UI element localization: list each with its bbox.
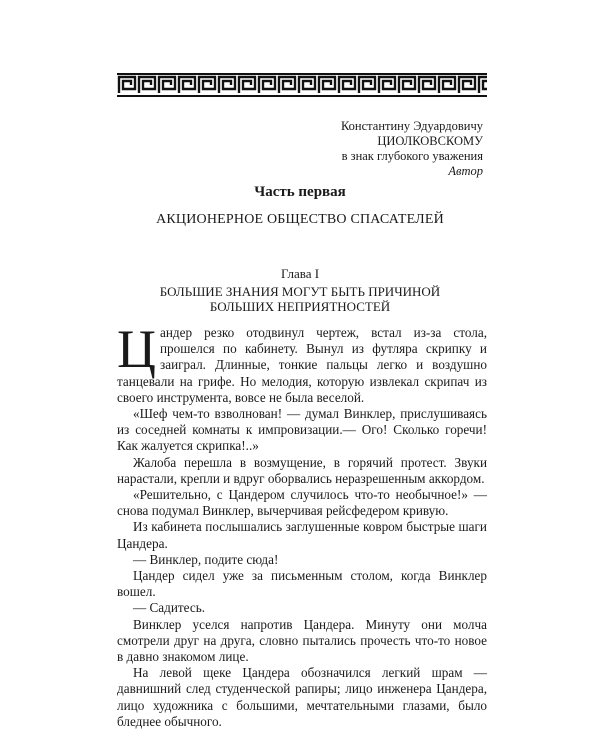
chapter-label: Глава I	[280, 266, 320, 281]
paragraph-1-text: андер резко отодвинул чертеж, встал из-за стола, прошелся по кабинету. Вынул из футляра скрипку и заиграл. Длинные, тонкие пальцы легко и воздушно танцевали на грифе. Но мелодия, которую извлекал скрипач из своего инструмента, вовсе не была веселой.	[117, 325, 487, 405]
chapter-title	[0, 284, 600, 314]
chapter-title-line-2: БОЛЬШИХ НЕПРИЯТНОСТЕЙ	[209, 299, 391, 314]
paragraph-3: Жалоба перешла в возмущение, в горячий протест. Звуки нарастали, крепли и вдруг оборвались неразрешенным аккордом.	[117, 454, 487, 486]
paragraph-8: — Садитесь.	[133, 600, 206, 616]
paragraph-10: На левой щеке Цандера обозначился легкий шрам — давнишний след студенческой рапиры; лицо инженера Цандера, лицо художника с большими, мечтательными глазами, было бледнее обычного.	[117, 665, 487, 729]
chapter-body	[117, 319, 487, 730]
paragraph-6: — Винклер, подите сюда!	[133, 551, 279, 567]
dedication-author: Автор	[448, 164, 483, 178]
chapter-title-line-1: БОЛЬШИЕ ЗНАНИЯ МОГУТ БЫТЬ ПРИЧИНОЙ	[159, 284, 441, 299]
paragraph-2: «Шеф чем-то взволнован! — думал Винклер, прислушиваясь из соседней комнаты к импровизации.— Ого! Сколько горечи! Как жалуется скрипка!..»	[117, 406, 487, 454]
paragraph-7: Цандер сидел уже за письменным столом, когда Винклер вошел.	[117, 568, 487, 600]
greek-key-ornament-icon	[117, 73, 487, 97]
part-title: Часть первая	[254, 184, 346, 200]
dedication	[163, 119, 483, 179]
ornament-pattern	[117, 75, 487, 95]
paragraph-5: Из кабинета послышались заглушенные ковром быстрые шаги Цандера.	[117, 519, 487, 551]
dedication-line-2: ЦИОЛКОВСКОМУ	[377, 134, 483, 148]
dedication-line-1: Константину Эдуардовичу	[340, 119, 483, 133]
paragraph-4: «Решительно, с Цандером случилось что-то необычное!» — снова подумал Винклер, вычерчивая рейсфедером кривую.	[117, 487, 487, 519]
paragraph-1	[117, 319, 487, 406]
paragraph-9: Винклер уселся напротив Цандера. Минуту они молча смотрели друг на друга, словно пытались прочесть что-то новое в давно знакомом лице.	[117, 616, 487, 665]
dedication-line-3: в знак глубокого уважения	[341, 149, 483, 163]
drop-cap: Ц	[117, 319, 156, 379]
part-subtitle: АКЦИОНЕРНОЕ ОБЩЕСТВО СПАСАТЕЛЕЙ	[156, 212, 444, 227]
